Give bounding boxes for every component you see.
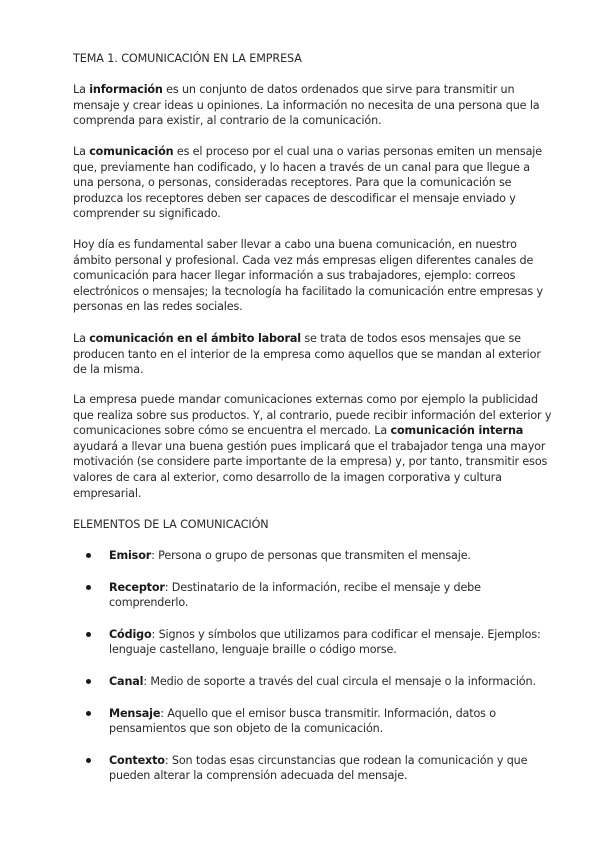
elements-list bbox=[86, 548, 546, 784]
bold-term: comunicación bbox=[89, 145, 174, 158]
list-item-canal bbox=[86, 674, 546, 690]
bullet-icon bbox=[86, 758, 91, 763]
bullet-icon bbox=[86, 632, 91, 637]
bullet-icon bbox=[86, 553, 91, 558]
bold-term: información bbox=[89, 83, 163, 96]
bold-term: Contexto bbox=[109, 753, 165, 767]
bullet-icon bbox=[86, 711, 91, 716]
paragraph-text: La bbox=[73, 332, 90, 345]
item-text: : Medio de soporte a través del cual circula el mensaje o la información. bbox=[143, 674, 536, 688]
paragraph-text: La bbox=[73, 145, 90, 158]
bold-term: comunicación interna bbox=[390, 424, 524, 438]
bold-term: comunicación en el ámbito laboral bbox=[89, 332, 301, 345]
item-text: : Signos y símbolos que utilizamos para codificar el mensaje. Ejemplos: lenguaje castellano, lenguaje braille o código morse. bbox=[109, 627, 541, 657]
list-item-emisor bbox=[86, 548, 546, 564]
bold-term: Emisor bbox=[109, 549, 152, 562]
paragraph-comunicacion bbox=[73, 144, 553, 222]
paragraph-text: es el proceso por el cual una o varias personas emiten un mensaje que, previamente han codificado, y lo hacen a través de un canal para que llegue a una persona, o personas, consideradas receptores. Para que la comunicación se produzca los receptores deben ser capaces de descodificar el mensaje enviado y comprender su significado. bbox=[73, 145, 542, 221]
list-item-receptor bbox=[86, 580, 546, 611]
paragraph-text: se trata de todos esos mensajes que se producen tanto en el interior de la empresa como aquellos que se mandan al exterior de la misma. bbox=[73, 332, 541, 377]
paragraph-text: es un conjunto de datos ordenados que sirve para transmitir un mensaje y crear ideas u opiniones. La información no necesita de una persona que la comprenda para existir, al contrario de la comunicación. bbox=[73, 83, 540, 128]
bold-term: Canal bbox=[109, 674, 144, 688]
elements-heading: ELEMENTOS DE LA COMUNICACIÓN bbox=[73, 518, 269, 531]
paragraph-text: La empresa puede mandar comunicaciones externas como por ejemplo la publicidad que realiza sobre sus productos. Y, al contrario, puede recibir información del exterior y comunicaciones sobre cómo se encuentra el mercado. La bbox=[73, 393, 552, 438]
bold-term: Receptor bbox=[109, 580, 165, 594]
list-item-contexto bbox=[86, 753, 546, 784]
item-text: : Destinatario de la información, recibe el mensaje y debe comprenderlo. bbox=[109, 580, 481, 610]
bold-term: Mensaje bbox=[109, 706, 161, 720]
paragraph-hoy-dia: Hoy día es fundamental saber llevar a cabo una buena comunicación, en nuestro ámbito personal y profesional. Cada vez más empresas eligen diferentes canales de comunicación para hacer llegar información a sus trabajadores, ejemplo: correos electrónicos o mensajes; la tecnología ha facilitado la comunicación entre empresas y personas en las redes sociales. bbox=[73, 238, 543, 314]
paragraph-empresa bbox=[73, 392, 553, 501]
item-text: : Son todas esas circunstancias que rodean la comunicación y que pueden alterar la comprensión adecuada del mensaje. bbox=[109, 753, 528, 783]
paragraph-text: ayudará a llevar una buena gestión pues implicará que el trabajador tenga una mayor motivación (se considere parte importante de la empresa) y, por tanto, transmitir esos valores de cara al exterior, como desarrollo de la imagen corporativa y cultura empresarial. bbox=[73, 439, 548, 500]
document-title: TEMA 1. COMUNICACIÓN EN LA EMPRESA bbox=[73, 52, 302, 65]
bold-term: Código bbox=[109, 627, 152, 641]
paragraph-informacion bbox=[73, 82, 553, 129]
list-item-mensaje bbox=[86, 706, 546, 737]
bullet-icon bbox=[86, 585, 91, 590]
item-text: : Persona o grupo de personas que transmiten el mensaje. bbox=[151, 549, 471, 562]
paragraph-text: La bbox=[73, 83, 90, 96]
list-item-codigo bbox=[86, 627, 546, 658]
paragraph-ambito-laboral bbox=[73, 331, 553, 378]
bullet-icon bbox=[86, 679, 91, 684]
item-text: : Aquello que el emisor busca transmitir. Información, datos o pensamientos que son objeto de la comunicación. bbox=[109, 706, 496, 736]
